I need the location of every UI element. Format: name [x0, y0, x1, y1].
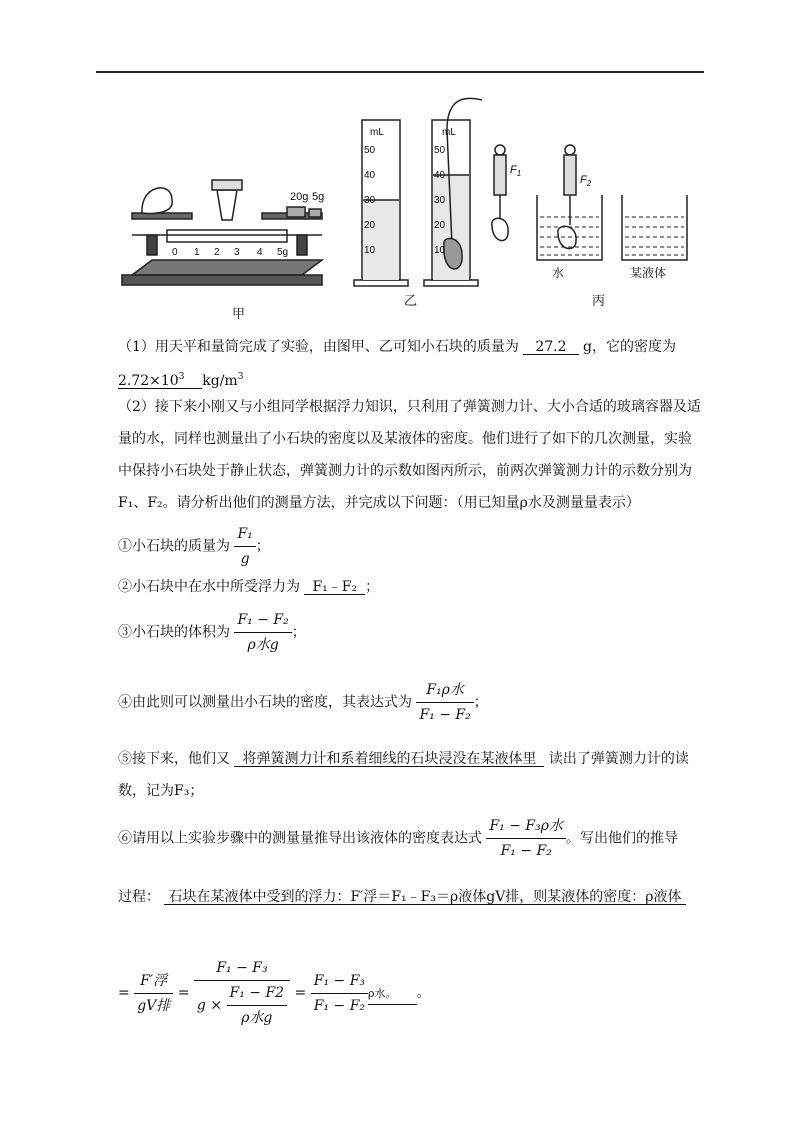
figure-label-bing: 丙: [592, 294, 606, 309]
eq-tail: ρ水。: [368, 984, 416, 1005]
cylinder-1-tick-50: 50: [364, 145, 376, 156]
q2-line2: 量的水，同样也测量出了小石块的密度以及某液体的密度。他们进行了如下的几次测量，实验: [118, 431, 692, 447]
cylinder-2-tick-10: 10: [434, 245, 446, 256]
item-5-text-a: ⑤接下来，他们又: [118, 751, 230, 767]
scale-tick-5: 5g: [277, 247, 289, 258]
cylinder-1-tick-40: 40: [364, 170, 376, 181]
cylinder-2-tick-40: 40: [434, 170, 446, 181]
derivation-text: 石块在某液体中受到的浮力：F′浮＝F₁﹣F₃＝ρ液体gV排，则某液体的密度：ρ液体: [164, 890, 685, 905]
cylinder-2-tick-30: 30: [434, 195, 446, 206]
item-2: ②小石块中在水中所受浮力为 F₁﹣F₂ ；: [118, 579, 380, 595]
scale-tick-3: 3: [234, 247, 240, 258]
item-6: ⑥请用以上实验步骤中的测量量推导出该液体的密度表达式 $\frac{\text{F₁ − F₃ρ水}}{\text{F₁ − F₂}}$ 。写出他们的推导: [118, 818, 678, 859]
q1-line2: $2.72\times 10^3$ $kg/m^3$: [118, 372, 244, 389]
item-5-line2: 数，记为F₃；: [118, 783, 204, 799]
derivation-equation: = $\frac{\text{F′浮}}{\text{gV排}}$ = F₁ − F₃ g × $\frac{\text{F₁ − F2}}{\text{ρ水g}}$ = $\frac{\text{F₁ − F₃}}{\text{F₁ − F₂}}$ ρ水。 。: [118, 960, 431, 1026]
cylinder-1-unit: mL: [370, 127, 384, 138]
figure-label-jia: 甲: [232, 307, 246, 322]
eq-fraction-c: $\frac{\text{F₁ − F₃}}{\text{F₁ − F₂}}$: [311, 971, 368, 1016]
q1-density-unit: kg/m: [202, 373, 238, 389]
eq-fraction-b-inner: $\frac{\text{F₁ − F2}}{\text{ρ水g}}$: [227, 983, 288, 1028]
item-6-text: ⑥请用以上实验步骤中的测量量推导出该液体的密度表达式: [118, 830, 482, 847]
spring-scale-1: [492, 145, 508, 241]
q2-line4: F₁、F₂。请分析出他们的测量方法，并完成以下问题：（用已知量ρ水及测量量表示）: [118, 495, 640, 511]
derivation-line: [118, 890, 686, 905]
experiment-figure: [112, 95, 712, 325]
q1-text-a: （1）用天平和量筒完成了实验，由图甲、乙可知小石块的质量为: [118, 339, 519, 355]
item-1: ①小石块的质量为 $\frac{\text{F₁}}{g}$ ；: [118, 526, 270, 567]
eq-fraction-a: $\frac{\text{F′浮}}{\text{gV排}}$: [134, 971, 173, 1016]
item-3-text: ③小石块的体积为: [118, 624, 230, 641]
cylinder-1: [354, 120, 408, 286]
cylinder-1-tick-30: 30: [364, 195, 376, 206]
cylinder-1-tick-20: 20: [364, 220, 376, 231]
q2-line1: （2）接下来小刚又与小组同学根据浮力知识，只利用了弹簧测力计、大小合适的玻璃容器及适: [118, 399, 701, 415]
item-6-fraction: $\frac{\text{F₁ − F₃ρ水}}{\text{F₁ − F₂}}$: [486, 816, 566, 861]
item-4: ④由此则可以测量出小石块的密度，其表达式为 $\frac{\text{F₁ρ水}}{\text{F₁ − F₂}}$ ；: [118, 682, 488, 723]
cylinder-2-tick-20: 20: [434, 220, 446, 231]
item-2-text: ②小石块中在水中所受浮力为: [118, 579, 300, 595]
q2-line3: 中保持小石块处于静止状态，弹簧测力计的示数如图丙所示，前两次弹簧测力计的示数分别为: [118, 463, 692, 479]
item-1-fraction: $\frac{\text{F₁}}{g}$: [234, 524, 255, 569]
balance-scale-ticks: [172, 247, 288, 258]
header-rule: [96, 71, 704, 73]
figure-label-yi: 乙: [404, 294, 418, 309]
cylinder-1-tick-10: 10: [364, 245, 376, 256]
f2-label: $F_2$: [580, 174, 592, 188]
item-3: ③小石块的体积为 $\frac{\text{F₁ − F₂}}{\text{ρ水g}}$ ；: [118, 612, 306, 653]
derivation-label: 过程：: [118, 889, 160, 905]
scale-tick-1: 1: [194, 247, 200, 258]
scale-tick-4: 4: [257, 247, 263, 258]
q1-line1: [118, 340, 676, 355]
q1-density-answer: $2.72\times 10^3$: [118, 370, 202, 389]
weight-20g-label: 20g: [290, 191, 309, 203]
f1-label: $F_1$: [510, 164, 522, 178]
item-4-text: ④由此则可以测量出小石块的密度，其表达式为: [118, 694, 412, 711]
weight-5g-label: 5g: [312, 191, 325, 203]
scale-tick-2: 2: [214, 247, 220, 258]
scale-tick-0: 0: [172, 247, 178, 258]
beaker-liquid: [622, 195, 687, 260]
item-4-fraction: $\frac{\text{F₁ρ水}}{\text{F₁ − F₂}}$: [416, 680, 473, 725]
cylinder-2-tick-50: 50: [434, 145, 446, 156]
cylinder-2-unit: mL: [442, 127, 456, 138]
spring-scale-2: [558, 145, 576, 249]
item-5-line1: [118, 752, 689, 767]
item-3-fraction: $\frac{\text{F₁ − F₂}}{\text{ρ水g}}$: [234, 610, 291, 655]
eq-fraction-b: F₁ − F₃ g × $\frac{\text{F₁ − F2}}{\text{ρ水g}}$: [194, 958, 290, 1028]
beaker-water-label: 水: [552, 266, 565, 280]
item-5-answer: 将弹簧测力计和系着细线的石块浸没在某液体里: [234, 752, 544, 767]
q1-text-b: g，它的密度为: [582, 339, 676, 355]
q1-mass-answer: 27.2: [523, 340, 578, 355]
item-1-text: ①小石块的质量为: [118, 538, 230, 555]
item-5-text-b: 读出了弹簧测力计的读: [548, 751, 689, 767]
item-2-answer: F₁﹣F₂: [304, 580, 365, 595]
beaker-liquid-label: 某液体: [630, 266, 667, 280]
